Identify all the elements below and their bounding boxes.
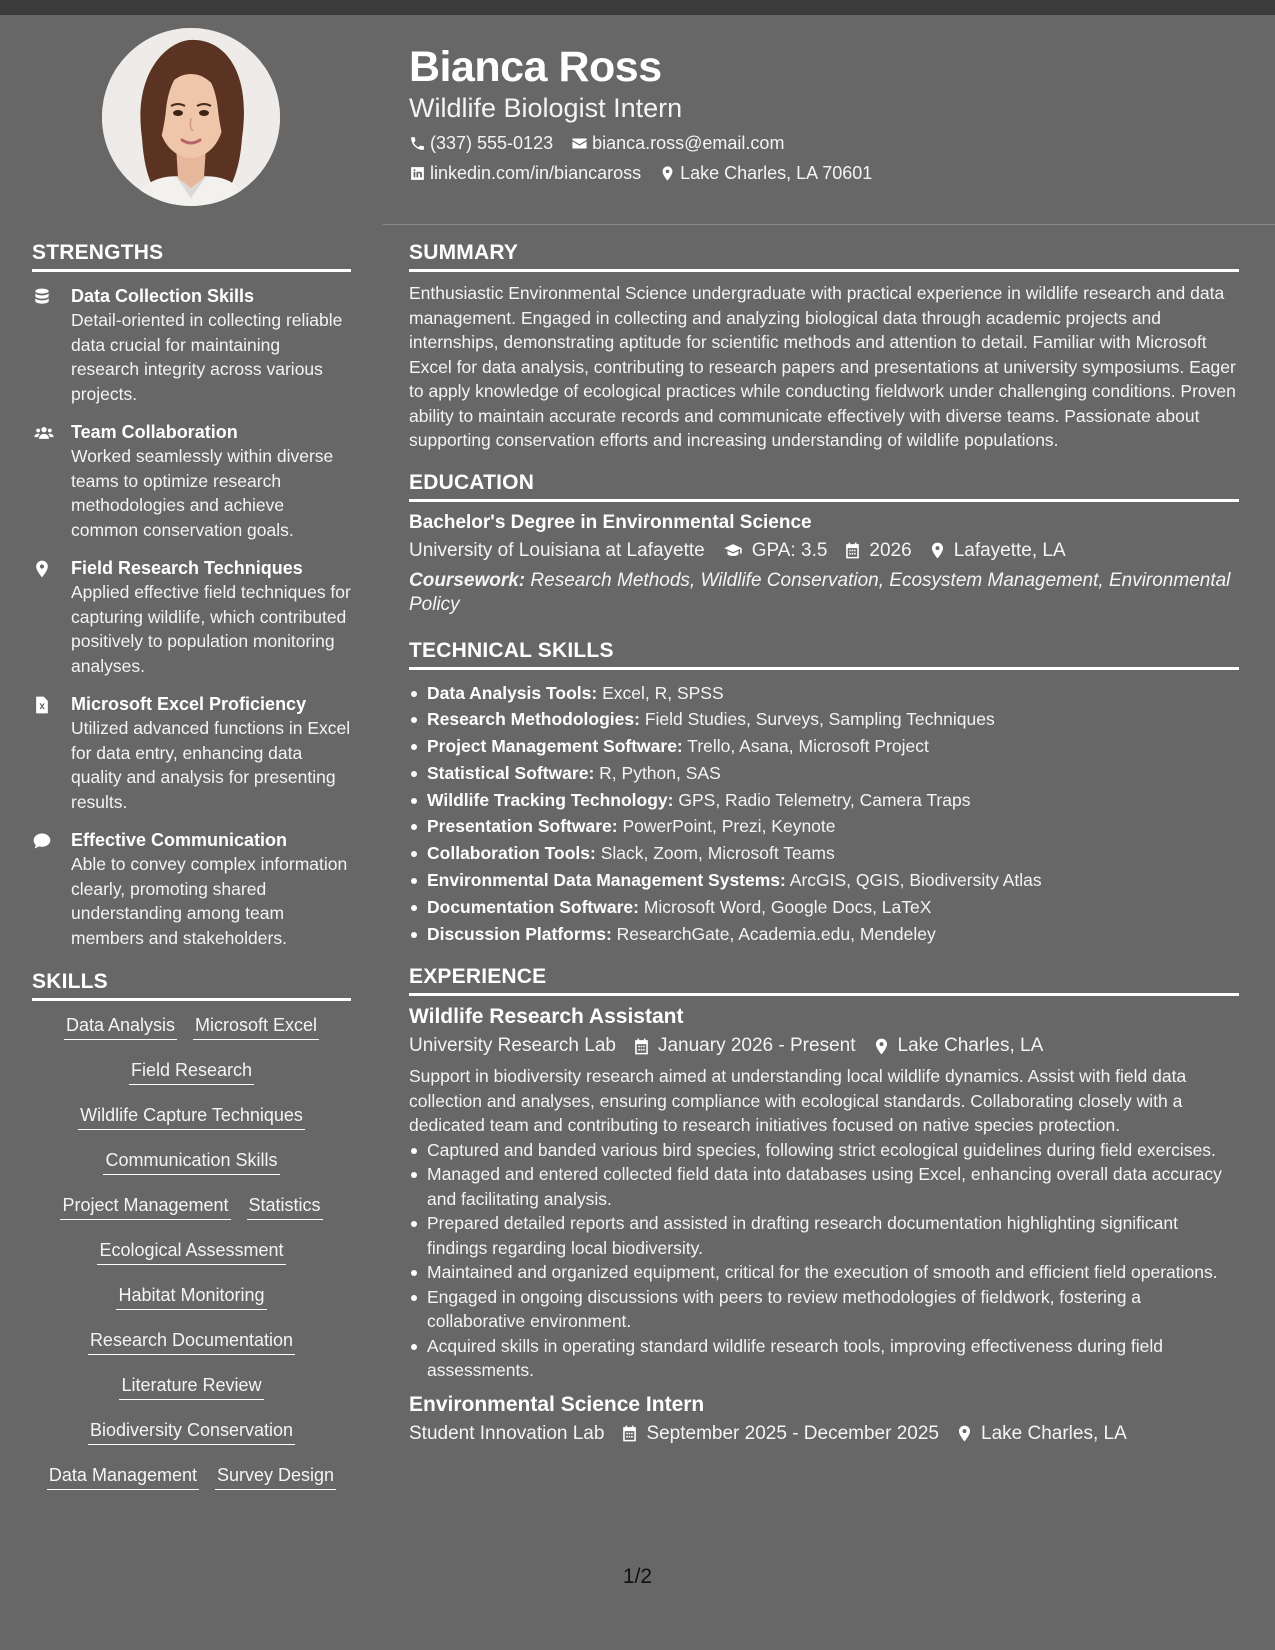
skill-label: Presentation Software: [427, 816, 618, 837]
list-item [409, 787, 1239, 814]
sidebar [32, 241, 351, 1508]
list-item [409, 706, 1239, 733]
summary-heading: SUMMARY [409, 241, 1239, 272]
excel-file-icon [32, 695, 52, 715]
skill-value: ResearchGate, Academia.edu, Mendeley [616, 923, 936, 944]
skill-row [32, 1463, 351, 1508]
skill-value: Slack, Zoom, Microsoft Teams [600, 843, 835, 864]
skill-value: Field Studies, Surveys, Sampling Techniques [644, 709, 995, 730]
skill-row [32, 1373, 351, 1418]
map-pin-icon [872, 1037, 891, 1056]
job-entry [409, 1005, 1239, 1383]
job-title: Environmental Science Intern [409, 1392, 705, 1416]
technical-skills-section [409, 639, 1239, 948]
job-bullets [409, 1138, 1239, 1383]
skill-row [32, 1283, 351, 1328]
education-section [409, 471, 1239, 617]
strength-desc: Utilized advanced functions in Excel for data entry, enhancing data quality and analysis for presenting results. [71, 718, 351, 812]
experience-section [409, 965, 1239, 1445]
gpa [721, 540, 828, 562]
phone-text: (337) 555-0123 [430, 132, 554, 153]
strength-title: Microsoft Excel Proficiency [71, 694, 307, 714]
job-meta [409, 1423, 1239, 1445]
skill-tag: Literature Review [119, 1373, 263, 1400]
skill-label: Statistical Software: [427, 762, 595, 783]
education-location [928, 540, 1066, 562]
job-location [872, 1035, 1044, 1057]
strength-item [32, 284, 351, 406]
coursework [409, 569, 1239, 617]
skill-tag: Ecological Assessment [97, 1238, 285, 1265]
summary-text: Enthusiastic Environmental Science undergraduate with practical experience in wildlife research and data management. Engaged in collecting and analyzing biological data through academic projects and internships, demonstrating aptitude for scientific methods and attention to detail. Familiar with Microsoft Excel for data analysis, contributing to research papers and presentations at university symposiums. Eager to apply knowledge of ecological practices while conducting fieldwork under challenging conditions. Proven ability to maintain accurate records and communicate effectively with diverse teams. Passionate about supporting conservation efforts and increasing understanding of wildlife populations. [409, 283, 1236, 450]
skill-label: Data Analysis Tools: [427, 682, 598, 703]
skill-row [32, 1058, 351, 1103]
list-item [409, 921, 1239, 948]
strength-desc: Worked seamlessly within diverse teams to optimize research methodologies and achieve common conservation goals. [71, 446, 334, 540]
calendar-icon [632, 1037, 651, 1056]
strength-desc: Applied effective field techniques for capturing wildlife, which contributed positively to population monitoring analyses. [71, 582, 351, 676]
skill-tag: Statistics [247, 1193, 323, 1220]
database-icon [32, 287, 52, 307]
job-entry [409, 1393, 1239, 1445]
candidate-title: Wildlife Biologist Intern [409, 93, 683, 124]
skill-row [32, 1148, 351, 1193]
skill-label: Environmental Data Management Systems: [427, 870, 786, 891]
skill-tag: Survey Design [215, 1463, 336, 1490]
skill-tag: Field Research [129, 1058, 254, 1085]
skill-tag: Biodiversity Conservation [88, 1418, 295, 1445]
education-meta [409, 540, 1239, 562]
skill-row [32, 1418, 351, 1463]
experience-heading: EXPERIENCE [409, 965, 1239, 996]
job-meta [409, 1035, 1239, 1057]
skill-value: ArcGIS, QGIS, Biodiversity Atlas [789, 870, 1042, 891]
technical-skills-heading: TECHNICAL SKILLS [409, 639, 1239, 670]
strength-item [32, 828, 351, 950]
list-item: Engaged in ongoing discussions with peers to review methodologies of fieldwork, fostering a collaborative environment. [409, 1285, 1239, 1334]
skills-list [32, 1013, 351, 1508]
skill-row [32, 1238, 351, 1283]
technical-skills-list [409, 680, 1239, 948]
envelope-icon [571, 135, 588, 152]
skill-label: Documentation Software: [427, 896, 639, 917]
list-item: Managed and entered collected field data into databases using Excel, enhancing overall data accuracy and facilitating analysis. [409, 1162, 1239, 1211]
skill-value: Trello, Asana, Microsoft Project [687, 736, 929, 757]
contact-row-2 [409, 163, 1249, 184]
linkedin-text: linkedin.com/in/biancaross [430, 162, 642, 183]
skill-value: Microsoft Word, Google Docs, LaTeX [643, 896, 932, 917]
list-item [409, 760, 1239, 787]
skill-tag: Project Management [60, 1193, 230, 1220]
skill-value: R, Python, SAS [599, 762, 721, 783]
skill-tag: Microsoft Excel [193, 1013, 319, 1040]
skill-label: Collaboration Tools: [427, 843, 596, 864]
skill-value: Excel, R, SPSS [602, 682, 724, 703]
job-dates-text: January 2026 - Present [657, 1035, 856, 1057]
map-pin-icon [928, 541, 947, 560]
skill-tag: Data Analysis [64, 1013, 177, 1040]
phone-icon [409, 135, 426, 152]
skill-row [32, 1013, 351, 1058]
contact-location [659, 163, 872, 184]
graduation-cap-icon [721, 541, 745, 560]
school-name: University of Louisiana at Lafayette [409, 539, 705, 561]
list-item [409, 733, 1239, 760]
job-location-text: Lake Charles, LA [897, 1035, 1044, 1057]
list-item [409, 867, 1239, 894]
list-item [409, 680, 1239, 707]
strength-title: Field Research Techniques [71, 558, 303, 578]
strengths-list [32, 284, 351, 950]
coursework-list: Research Methods, Wildlife Conservation, Ecosystem Management, Environmental Policy [409, 569, 1231, 615]
list-item [409, 813, 1239, 840]
skill-row [32, 1328, 351, 1373]
skill-value: GPS, Radio Telemetry, Camera Traps [678, 789, 971, 810]
strength-item [32, 420, 351, 542]
skill-label: Project Management Software: [427, 736, 683, 757]
job-org: Student Innovation Lab [409, 1422, 605, 1444]
skill-label: Wildlife Tracking Technology: [427, 789, 674, 810]
chat-bubble-icon [32, 831, 52, 851]
header-divider [383, 224, 1275, 225]
map-pin-icon [32, 559, 52, 579]
resume-header [409, 43, 1249, 184]
resume-page [0, 15, 1275, 1650]
strength-desc: Detail-oriented in collecting reliable data crucial for maintaining research integrity across various projects. [71, 310, 343, 404]
contact-linkedin[interactable] [409, 163, 641, 184]
strength-title: Effective Communication [71, 830, 288, 850]
strength-title: Data Collection Skills [71, 286, 255, 306]
calendar-icon [843, 541, 862, 560]
skill-row [32, 1193, 351, 1238]
job-dates [620, 1423, 939, 1445]
list-item [409, 894, 1239, 921]
coursework-label: Coursework: [409, 569, 526, 591]
job-dates-text: September 2025 - December 2025 [646, 1422, 939, 1444]
location-text: Lake Charles, LA 70601 [680, 162, 873, 183]
skill-label: Discussion Platforms: [427, 923, 612, 944]
graduation-year [843, 540, 911, 562]
contact-row-1 [409, 133, 1249, 154]
profile-photo [102, 28, 280, 206]
job-dates [632, 1035, 856, 1057]
map-pin-icon [659, 165, 676, 182]
job-org: University Research Lab [409, 1035, 616, 1057]
page-number: 1/2 [622, 1565, 653, 1588]
main-column [409, 241, 1239, 1445]
education-heading: EDUCATION [409, 471, 1239, 502]
contact-email[interactable] [571, 133, 784, 154]
skill-tag: Habitat Monitoring [116, 1283, 266, 1310]
degree-title: Bachelor's Degree in Environmental Science [409, 511, 812, 533]
gpa-text: GPA: 3.5 [751, 539, 828, 561]
job-description: Support in biodiversity research aimed at understanding local wildlife dynamics. Assist with field data collection and analyses, ensuring compliance with ecological standards. Collaborating closely with a dedicated team and contributing to research initiatives focused on native species protection. [409, 1066, 1187, 1136]
job-title: Wildlife Research Assistant [409, 1005, 684, 1029]
skill-tag: Wildlife Capture Techniques [78, 1103, 305, 1130]
skill-tag: Data Management [47, 1463, 199, 1490]
skill-tag: Research Documentation [88, 1328, 295, 1355]
year-text: 2026 [869, 539, 912, 561]
list-item: Maintained and organized equipment, critical for the execution of smooth and efficient field operations. [409, 1260, 1239, 1285]
strengths-heading: STRENGTHS [32, 241, 351, 272]
strength-item [32, 556, 351, 678]
strength-title: Team Collaboration [71, 422, 238, 442]
list-item: Captured and banded various bird species, following strict ecological guidelines during field exercises. [409, 1138, 1239, 1163]
map-pin-icon [955, 1424, 974, 1443]
skill-label: Research Methodologies: [427, 709, 640, 730]
top-bar [0, 0, 1275, 15]
education-location-text: Lafayette, LA [953, 539, 1066, 561]
list-item: Acquired skills in operating standard wildlife research tools, improving effectiveness during field assessments. [409, 1334, 1239, 1383]
skill-row [32, 1103, 351, 1148]
job-location-text: Lake Charles, LA [981, 1422, 1127, 1444]
strength-item [32, 692, 351, 814]
contact-phone [409, 133, 553, 154]
users-icon [32, 423, 56, 443]
email-text: bianca.ross@email.com [592, 132, 785, 153]
linkedin-icon [409, 165, 426, 182]
candidate-name: Bianca Ross [409, 43, 662, 91]
calendar-icon [620, 1424, 639, 1443]
list-item [409, 840, 1239, 867]
skill-tag: Communication Skills [103, 1148, 279, 1175]
job-location [955, 1423, 1127, 1445]
skills-heading: SKILLS [32, 970, 351, 1001]
skill-value: PowerPoint, Prezi, Keynote [622, 816, 836, 837]
list-item: Prepared detailed reports and assisted in drafting research documentation highlighting significant findings regarding local biodiversity. [409, 1211, 1239, 1260]
strength-desc: Able to convey complex information clearly, promoting shared understanding among team members and stakeholders. [71, 854, 348, 948]
